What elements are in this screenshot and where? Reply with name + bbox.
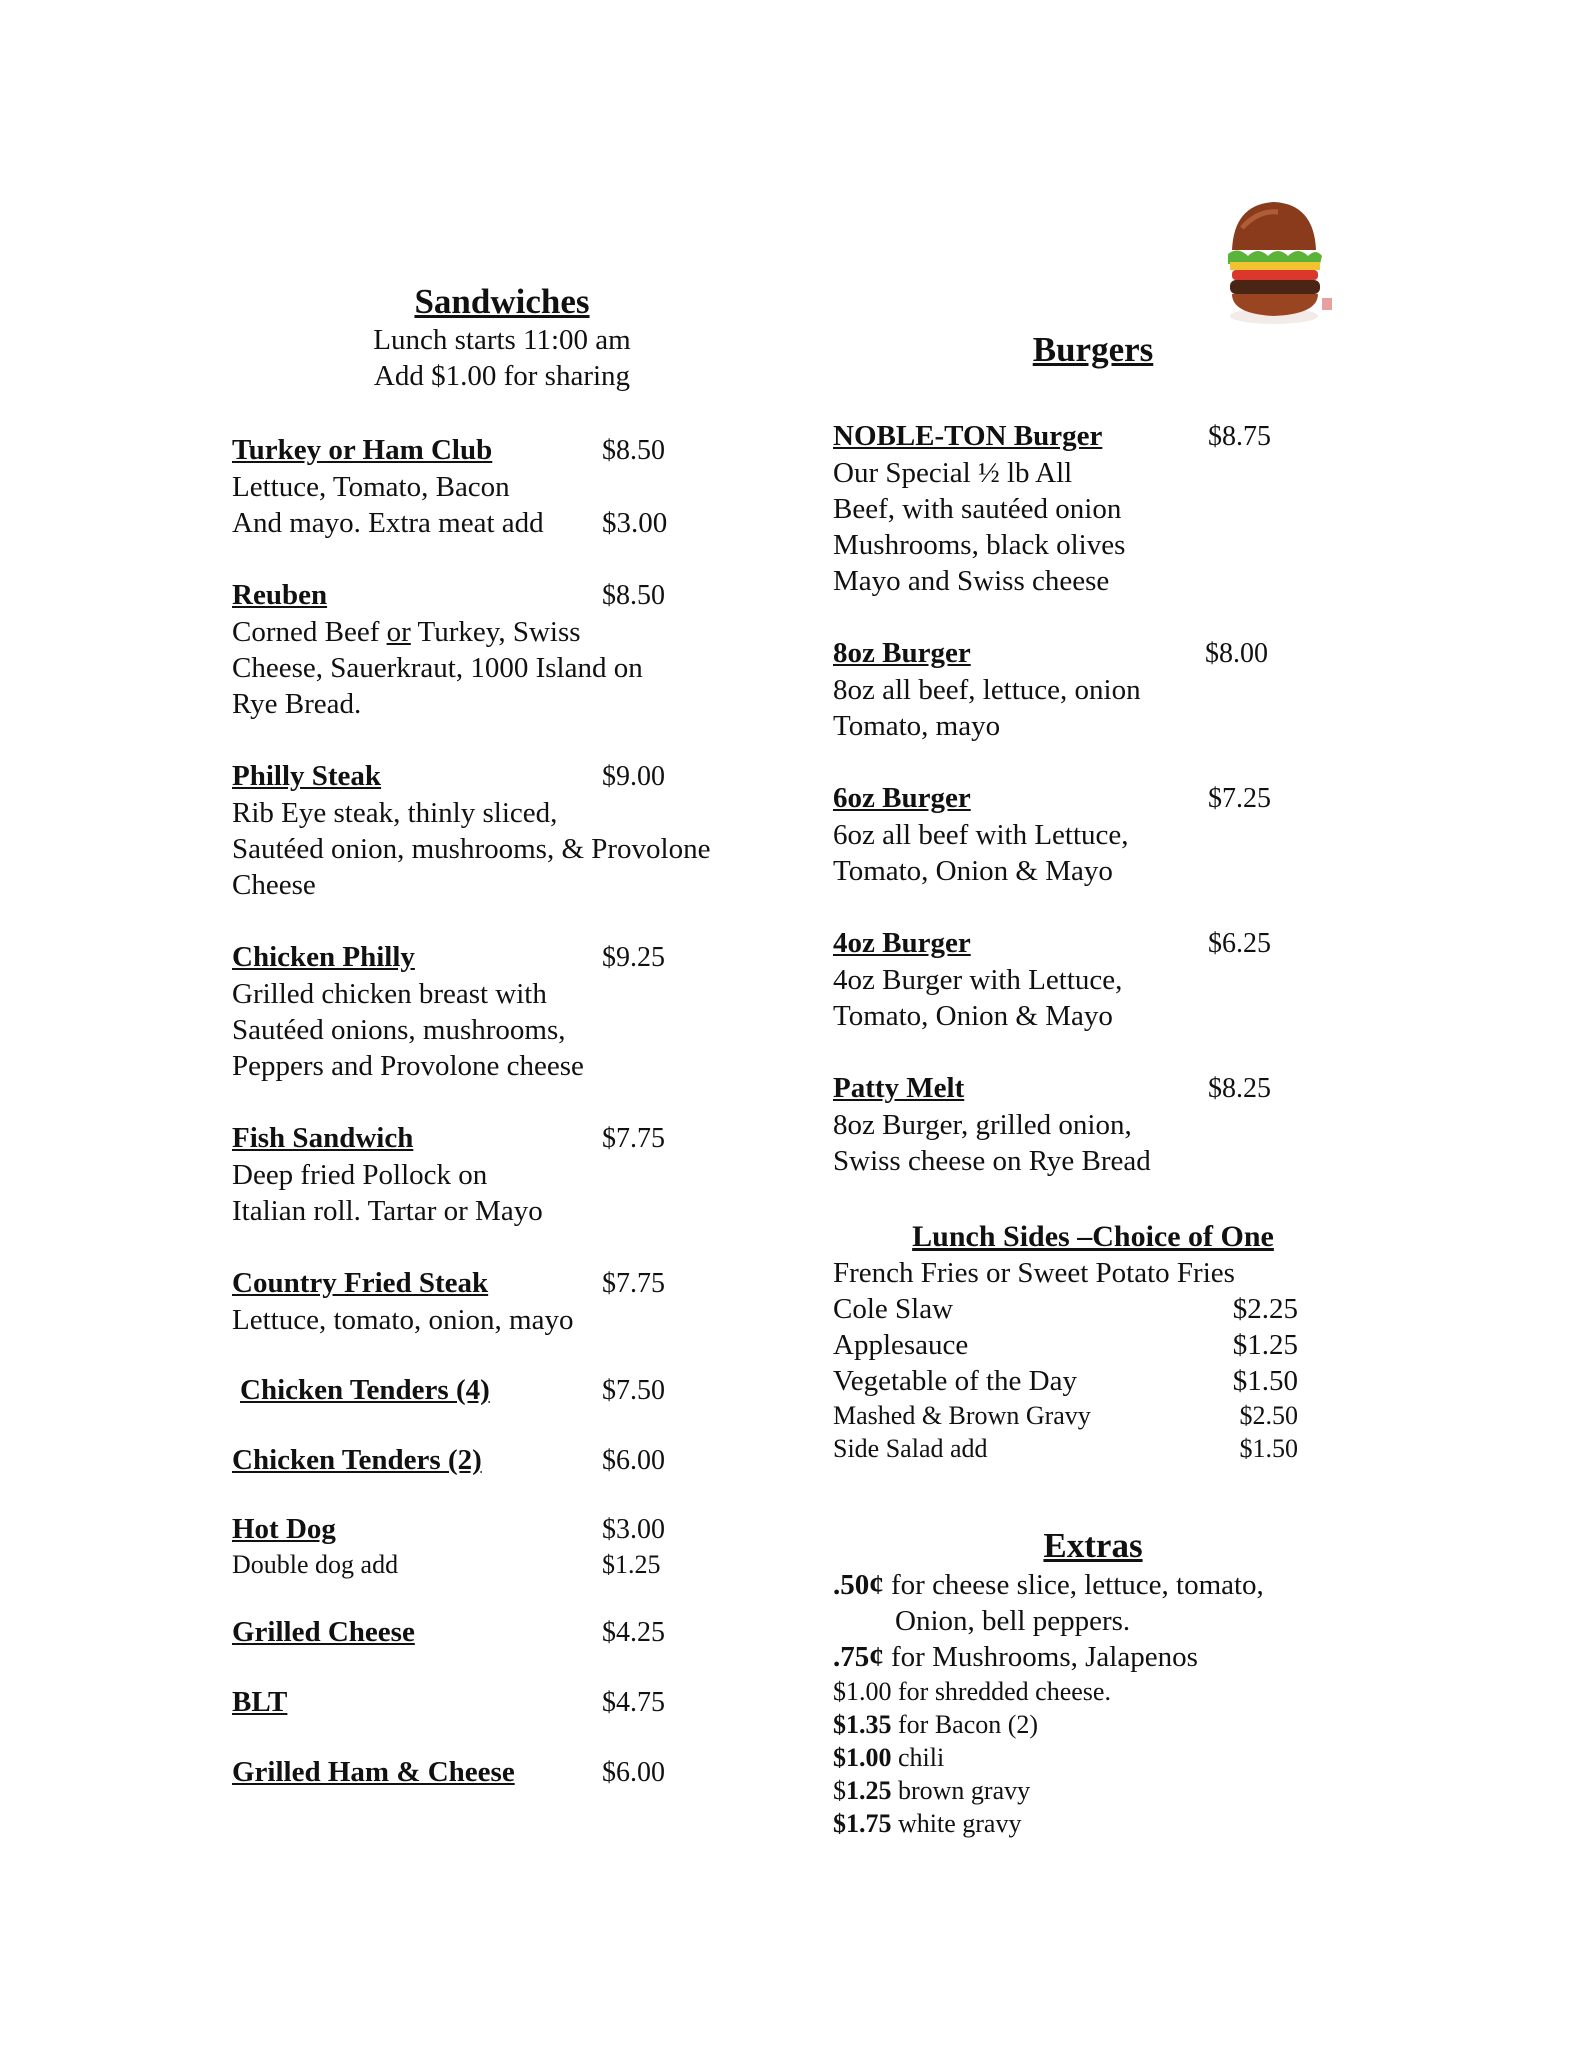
item-name: Chicken Tenders (2) [232, 1444, 482, 1476]
desc-part: Corned Beef [232, 616, 387, 648]
extra-text: white gravy [891, 1809, 1022, 1838]
extra-price: $1.00 [833, 1743, 892, 1772]
item-price: $6.25 [1208, 928, 1271, 959]
item-name: Turkey or Ham Club [232, 434, 493, 466]
burger-icon [1218, 198, 1334, 330]
addon-text: And mayo. Extra meat add [232, 507, 544, 539]
item-price: $9.25 [602, 942, 665, 973]
side-price: $1.50 [1239, 1434, 1298, 1463]
item-description: 8oz Burger, grilled onion, [833, 1109, 1132, 1141]
item-description: Lettuce, Tomato, Bacon [232, 471, 510, 503]
item-description: 6oz all beef with Lettuce, [833, 819, 1129, 851]
extra-item [833, 1639, 1353, 1675]
menu-item-chicken-philly [232, 939, 772, 1084]
item-price: $7.50 [602, 1375, 665, 1406]
side-price: $1.50 [1232, 1365, 1298, 1397]
item-addon [232, 505, 772, 541]
menu-item-patty-melt [833, 1070, 1353, 1179]
item-description: 8oz all beef, lettuce, onion [833, 674, 1141, 706]
extra-item [833, 1807, 1353, 1840]
extra-item-continued: Onion, bell peppers. [895, 1605, 1131, 1637]
side-name: Side Salad add [833, 1434, 988, 1463]
menu-item-6oz-burger [833, 780, 1353, 889]
lunch-hours: Lunch starts 11:00 am [373, 324, 631, 356]
addon-price: $1.25 [602, 1550, 661, 1579]
side-item [833, 1432, 1298, 1465]
item-description: Mayo and Swiss cheese [833, 565, 1110, 597]
item-name: Grilled Ham & Cheese [232, 1756, 515, 1788]
item-price: $6.00 [602, 1445, 665, 1476]
item-price: $8.50 [602, 435, 665, 466]
section-title-sandwiches: Sandwiches [414, 282, 590, 321]
item-price: $8.75 [1208, 421, 1271, 452]
extra-text: chili [891, 1743, 945, 1772]
section-title-burgers: Burgers [1032, 330, 1154, 369]
item-description: Peppers and Provolone cheese [232, 1050, 584, 1082]
item-name: Philly Steak [232, 760, 382, 792]
item-description: Beef, with sautéed onion [833, 493, 1122, 525]
extra-price: $1.75 [833, 1809, 892, 1838]
section-title-lunch-sides: Lunch Sides –Choice of One [912, 1220, 1274, 1253]
item-description: Sautéed onions, mushrooms, [232, 1014, 566, 1046]
item-price: $7.75 [602, 1123, 665, 1154]
extra-dollar: $ [833, 1776, 846, 1805]
item-price: $8.00 [1205, 638, 1268, 669]
menu-item-philly-steak [232, 758, 772, 903]
burgers-section [833, 330, 1353, 1840]
menu-item-chicken-tenders-2 [232, 1442, 772, 1479]
item-price: $9.00 [602, 761, 665, 792]
menu-item-country-fried-steak [232, 1265, 772, 1338]
extra-item [833, 1774, 1353, 1807]
menu-item-4oz-burger [833, 925, 1353, 1034]
item-name: Grilled Cheese [232, 1616, 415, 1648]
extra-text: for Bacon (2) [891, 1710, 1039, 1739]
side-price: $2.25 [1232, 1293, 1298, 1325]
extra-price: $1.35 [833, 1710, 892, 1739]
extra-item: $1.00 for shredded cheese. [833, 1677, 1111, 1706]
item-name: 4oz Burger [833, 927, 971, 959]
item-description: Tomato, Onion & Mayo [833, 1000, 1113, 1032]
sides-fries: French Fries or Sweet Potato Fries [833, 1257, 1235, 1289]
item-name: Patty Melt [833, 1072, 965, 1104]
extra-item [833, 1567, 1353, 1603]
item-price: $4.25 [602, 1617, 665, 1648]
menu-item-8oz-burger [833, 635, 1353, 744]
item-description [232, 614, 772, 650]
section-title-extras: Extras [1043, 1526, 1143, 1565]
extra-price: .75¢ [833, 1641, 884, 1673]
menu-item-fish-sandwich [232, 1120, 772, 1229]
addon-price: $3.00 [602, 507, 668, 539]
sides-list [833, 1291, 1353, 1465]
side-price: $2.50 [1239, 1401, 1298, 1430]
item-description: Grilled chicken breast with [232, 978, 547, 1010]
side-name: Mashed & Brown Gravy [833, 1401, 1091, 1430]
extra-text: brown gravy [891, 1776, 1031, 1805]
side-item [833, 1363, 1298, 1399]
item-description: 4oz Burger with Lettuce, [833, 964, 1123, 996]
item-description: Rib Eye steak, thinly sliced, [232, 797, 558, 829]
menu-item-nobleton-burger [833, 418, 1353, 599]
menu-item-reuben [232, 577, 772, 722]
item-name: Country Fried Steak [232, 1267, 489, 1299]
item-price: $7.25 [1208, 783, 1271, 814]
menu-item-chicken-tenders-4 [232, 1372, 772, 1409]
item-name: BLT [232, 1686, 288, 1718]
item-name: Reuben [232, 579, 328, 611]
item-name: Chicken Tenders (4) [240, 1374, 490, 1406]
item-price: $7.75 [602, 1268, 665, 1299]
item-name: Hot Dog [232, 1513, 336, 1545]
menu-item-turkey-club [232, 432, 772, 541]
extra-text: for cheese slice, lettuce, tomato, [883, 1569, 1264, 1601]
item-description: Sautéed onion, mushrooms, & Provolone [232, 833, 711, 865]
desc-or: or [386, 616, 411, 648]
side-item [833, 1291, 1298, 1327]
extra-price: 1.25 [846, 1776, 892, 1805]
item-name: 6oz Burger [833, 782, 971, 814]
menu-item-hot-dog [232, 1511, 772, 1581]
menu-item-grilled-cheese [232, 1614, 772, 1651]
item-description: Cheese, Sauerkraut, 1000 Island on [232, 652, 643, 684]
side-price: $1.25 [1232, 1329, 1298, 1361]
item-description: Mushrooms, black olives [833, 529, 1126, 561]
menu-item-grilled-ham-cheese [232, 1754, 772, 1791]
item-description: Tomato, Onion & Mayo [833, 855, 1113, 887]
desc-part: Turkey, Swiss [410, 616, 581, 648]
item-price: $8.50 [602, 580, 665, 611]
side-name: Cole Slaw [833, 1293, 954, 1325]
extra-text: for Mushrooms, Jalapenos [883, 1641, 1198, 1673]
item-description: Our Special ½ lb All [833, 457, 1073, 489]
item-price: $4.75 [602, 1687, 665, 1718]
item-name: NOBLE-TON Burger [833, 420, 1103, 452]
item-name: Fish Sandwich [232, 1122, 414, 1154]
addon-text: Double dog add [232, 1550, 399, 1579]
extra-item [833, 1741, 1353, 1774]
menu-item-blt [232, 1684, 772, 1721]
side-name: Applesauce [833, 1329, 969, 1361]
item-description: Tomato, mayo [833, 710, 1001, 742]
extra-price: .50¢ [833, 1569, 884, 1601]
item-price: $3.00 [602, 1514, 665, 1545]
item-description: Rye Bread. [232, 688, 362, 720]
item-price: $8.25 [1208, 1073, 1271, 1104]
item-addon [232, 1548, 772, 1581]
side-item [833, 1399, 1298, 1432]
item-description: Cheese [232, 869, 316, 901]
side-item [833, 1327, 1298, 1363]
item-description: Swiss cheese on Rye Bread [833, 1145, 1151, 1177]
sharing-note: Add $1.00 for sharing [373, 360, 631, 392]
item-name: 8oz Burger [833, 637, 971, 669]
item-price: $6.00 [602, 1757, 665, 1788]
item-description: Lettuce, tomato, onion, mayo [232, 1304, 574, 1336]
sandwiches-section [232, 282, 772, 1791]
item-name: Chicken Philly [232, 941, 415, 973]
side-name: Vegetable of the Day [833, 1365, 1077, 1397]
item-description: Italian roll. Tartar or Mayo [232, 1195, 543, 1227]
extra-item [833, 1708, 1353, 1741]
item-description: Deep fried Pollock on [232, 1159, 488, 1191]
